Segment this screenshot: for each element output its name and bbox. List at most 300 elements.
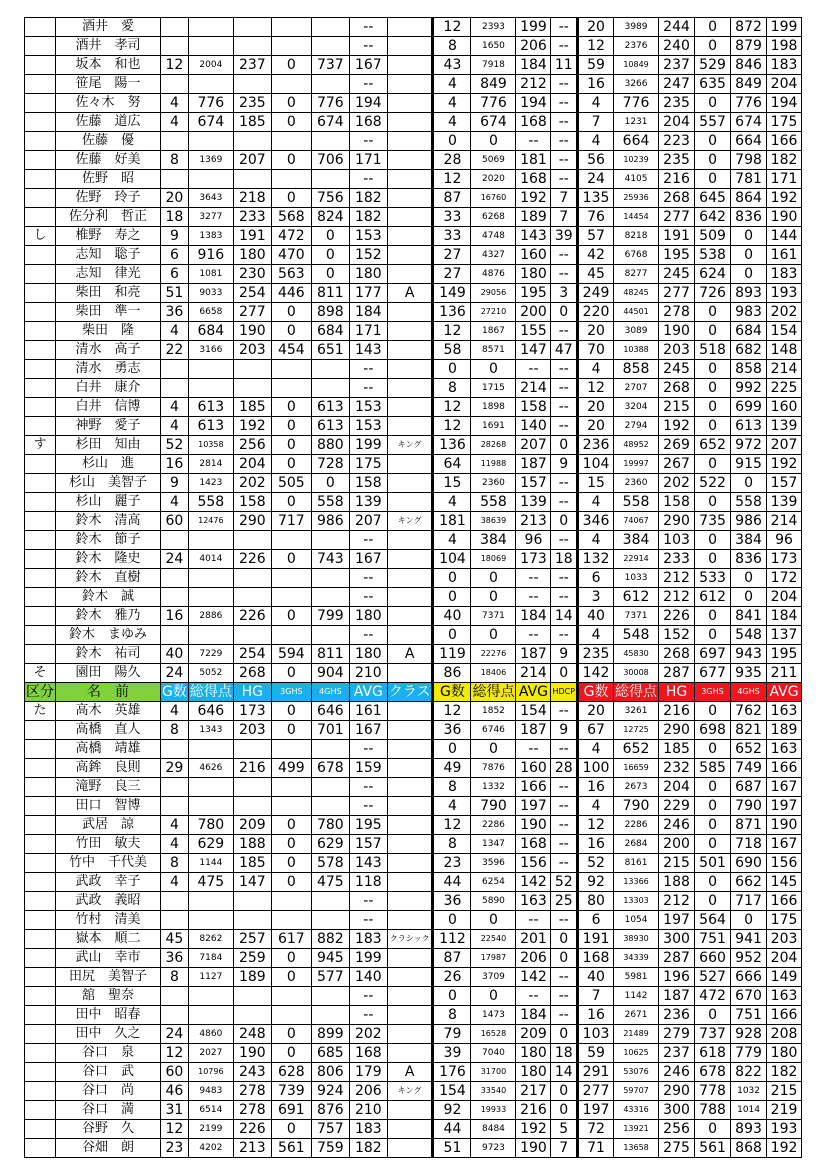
table-cell: 505 xyxy=(271,474,311,493)
table-cell xyxy=(271,892,311,911)
table-cell: 19933 xyxy=(471,1101,516,1120)
row-group-kana xyxy=(25,1082,56,1101)
table-cell: 2671 xyxy=(614,1006,659,1025)
table-cell: 291 xyxy=(578,1063,614,1082)
table-cell: 2360 xyxy=(614,474,659,493)
table-cell: 7918 xyxy=(471,56,516,75)
table-row xyxy=(25,1063,802,1082)
table-cell: 3643 xyxy=(188,189,233,208)
table-cell: 167 xyxy=(767,835,802,854)
table-cell: 0 xyxy=(551,1082,578,1101)
table-cell: -- xyxy=(516,740,551,759)
table-cell: 163 xyxy=(516,892,551,911)
row-group-kana xyxy=(25,303,56,322)
table-row xyxy=(25,132,802,151)
table-row xyxy=(25,1120,802,1139)
table-cell: 20 xyxy=(578,18,614,37)
row-group-kana: そ xyxy=(25,664,56,683)
table-cell: 1332 xyxy=(471,778,516,797)
table-cell: 33 xyxy=(433,227,471,246)
table-row xyxy=(25,151,802,170)
table-cell: 12 xyxy=(433,322,471,341)
table-cell: 277 xyxy=(233,303,271,322)
table-cell xyxy=(387,588,433,607)
table-cell: 0 xyxy=(695,455,731,474)
table-cell: 5981 xyxy=(614,968,659,987)
table-cell xyxy=(311,569,349,588)
table-cell: 38639 xyxy=(471,512,516,531)
table-cell: 45 xyxy=(161,930,189,949)
table-row xyxy=(25,873,802,892)
table-cell xyxy=(387,1139,433,1158)
row-group-kana xyxy=(25,75,56,94)
table-cell: 19997 xyxy=(614,455,659,474)
row-group-kana xyxy=(25,265,56,284)
table-cell: 737 xyxy=(695,1025,731,1044)
table-cell: 140 xyxy=(349,968,387,987)
table-cell: 690 xyxy=(731,854,767,873)
player-name: 佐分利 哲正 xyxy=(56,208,161,227)
table-cell: 924 xyxy=(311,1082,349,1101)
table-cell: 8 xyxy=(433,379,471,398)
column-header: 総得点 xyxy=(615,684,658,700)
table-cell: 0 xyxy=(271,322,311,341)
table-cell: 0 xyxy=(433,740,471,759)
table-cell: 230 xyxy=(233,265,271,284)
table-cell: 0 xyxy=(695,398,731,417)
table-cell xyxy=(271,75,311,94)
table-cell xyxy=(271,531,311,550)
table-cell xyxy=(188,778,233,797)
table-cell xyxy=(271,778,311,797)
table-cell: 147 xyxy=(233,873,271,892)
table-cell: 3989 xyxy=(614,18,659,37)
table-cell xyxy=(387,455,433,474)
table-cell: 180 xyxy=(516,1044,551,1063)
table-cell: 156 xyxy=(767,854,802,873)
column-header: HG xyxy=(233,683,271,702)
table-cell: 40 xyxy=(161,645,189,664)
table-cell: 204 xyxy=(767,588,802,607)
table-cell xyxy=(161,892,189,911)
table-cell: 577 xyxy=(311,968,349,987)
table-cell: 48245 xyxy=(614,284,659,303)
table-cell: 9 xyxy=(551,645,578,664)
table-cell: 195 xyxy=(767,645,802,664)
table-cell: 384 xyxy=(731,531,767,550)
table-row xyxy=(25,588,802,607)
table-cell: 43316 xyxy=(614,1101,659,1120)
player-name: 谷口 尚 xyxy=(56,1082,161,1101)
table-row xyxy=(25,645,802,664)
table-cell: 245 xyxy=(659,360,695,379)
table-cell: 166 xyxy=(767,1006,802,1025)
table-row xyxy=(25,37,802,56)
table-cell xyxy=(271,740,311,759)
table-cell: 1423 xyxy=(188,474,233,493)
table-cell: 259 xyxy=(233,949,271,968)
table-cell: 194 xyxy=(349,94,387,113)
row-group-kana xyxy=(25,930,56,949)
table-cell: 7371 xyxy=(471,607,516,626)
table-cell: 206 xyxy=(516,37,551,56)
table-cell xyxy=(387,911,433,930)
table-cell: 199 xyxy=(516,18,551,37)
table-cell: 168 xyxy=(578,949,614,968)
table-cell: 558 xyxy=(471,493,516,512)
table-cell: 0 xyxy=(311,265,349,284)
table-cell: 153 xyxy=(349,398,387,417)
table-cell: 0 xyxy=(551,1025,578,1044)
table-cell: 172 xyxy=(767,569,802,588)
player-name: 谷口 満 xyxy=(56,1101,161,1120)
table-cell: 3261 xyxy=(614,702,659,721)
table-cell: 0 xyxy=(551,512,578,531)
table-cell: 4 xyxy=(578,626,614,645)
table-cell: 780 xyxy=(311,816,349,835)
table-cell xyxy=(311,778,349,797)
table-cell xyxy=(161,569,189,588)
table-cell: 0 xyxy=(731,911,767,930)
table-cell: 943 xyxy=(731,645,767,664)
table-cell: 210 xyxy=(349,1101,387,1120)
table-cell: 167 xyxy=(767,778,802,797)
table-cell: 16659 xyxy=(614,759,659,778)
table-cell: 236 xyxy=(578,436,614,455)
player-name: 鈴木 誠 xyxy=(56,588,161,607)
table-cell: A xyxy=(387,1063,433,1082)
table-cell xyxy=(387,132,433,151)
table-cell xyxy=(387,892,433,911)
column-header: 3GHS xyxy=(271,683,311,702)
table-row xyxy=(25,892,802,911)
table-cell xyxy=(387,816,433,835)
table-cell: 2684 xyxy=(614,835,659,854)
table-cell: 384 xyxy=(471,531,516,550)
table-cell: 0 xyxy=(551,949,578,968)
table-cell: 190 xyxy=(233,1044,271,1063)
table-cell: 33 xyxy=(433,208,471,227)
table-cell: 0 xyxy=(695,1120,731,1139)
table-row xyxy=(25,18,802,37)
table-cell: 756 xyxy=(311,189,349,208)
table-cell: 0 xyxy=(695,550,731,569)
table-cell: 0 xyxy=(551,930,578,949)
table-cell: 858 xyxy=(731,360,767,379)
table-cell: 4 xyxy=(578,360,614,379)
table-cell: 278 xyxy=(659,303,695,322)
table-cell: 112 xyxy=(433,930,471,949)
table-cell: 0 xyxy=(471,626,516,645)
table-cell: クラシック xyxy=(387,930,433,949)
row-group-kana xyxy=(25,949,56,968)
table-cell xyxy=(387,607,433,626)
table-cell: -- xyxy=(551,94,578,113)
table-row xyxy=(25,379,802,398)
table-cell: 190 xyxy=(659,322,695,341)
table-cell: 4 xyxy=(433,493,471,512)
table-cell: 279 xyxy=(659,1025,695,1044)
row-group-kana xyxy=(25,626,56,645)
table-cell: 629 xyxy=(188,835,233,854)
table-cell xyxy=(387,759,433,778)
table-cell: 192 xyxy=(767,1139,802,1158)
table-cell: 4 xyxy=(578,740,614,759)
table-cell xyxy=(387,569,433,588)
table-row xyxy=(25,284,802,303)
table-row xyxy=(25,360,802,379)
table-cell: 0 xyxy=(551,303,578,322)
row-group-kana xyxy=(25,911,56,930)
table-cell: 212 xyxy=(516,75,551,94)
table-cell xyxy=(271,360,311,379)
table-cell: -- xyxy=(551,322,578,341)
table-cell: 8 xyxy=(161,151,189,170)
table-cell: 6514 xyxy=(188,1101,233,1120)
table-cell xyxy=(233,569,271,588)
table-row xyxy=(25,493,802,512)
player-name: 志知 律光 xyxy=(56,265,161,284)
row-group-kana xyxy=(25,569,56,588)
player-name: 酒井 愛 xyxy=(56,18,161,37)
row-group-kana xyxy=(25,474,56,493)
table-cell: 192 xyxy=(767,455,802,474)
table-cell: 232 xyxy=(659,759,695,778)
column-header: G数 xyxy=(433,683,471,702)
table-cell: 209 xyxy=(233,816,271,835)
table-cell xyxy=(271,1006,311,1025)
table-cell: 0 xyxy=(695,873,731,892)
table-cell: 209 xyxy=(516,1025,551,1044)
table-cell: 182 xyxy=(767,1063,802,1082)
player-name: 笹尾 陽一 xyxy=(56,75,161,94)
table-cell: 87 xyxy=(433,949,471,968)
table-cell: 992 xyxy=(731,379,767,398)
table-cell: 197 xyxy=(516,797,551,816)
table-cell: 207 xyxy=(349,512,387,531)
table-cell: 10388 xyxy=(614,341,659,360)
table-cell: 12 xyxy=(161,1044,189,1063)
table-cell: 660 xyxy=(695,949,731,968)
table-cell: 561 xyxy=(271,1139,311,1158)
table-cell: 0 xyxy=(695,170,731,189)
table-cell: 2814 xyxy=(188,455,233,474)
table-cell xyxy=(387,1006,433,1025)
table-cell: 144 xyxy=(767,227,802,246)
table-cell: 12725 xyxy=(614,721,659,740)
table-cell xyxy=(188,569,233,588)
table-cell: 0 xyxy=(695,816,731,835)
table-cell: 9483 xyxy=(188,1082,233,1101)
table-cell: 182 xyxy=(349,208,387,227)
table-cell: 15 xyxy=(578,474,614,493)
table-cell: 12 xyxy=(578,379,614,398)
table-cell: 59 xyxy=(578,56,614,75)
table-cell: 195 xyxy=(349,816,387,835)
table-cell: -- xyxy=(349,987,387,1006)
table-cell: 613 xyxy=(731,417,767,436)
table-cell: 20 xyxy=(578,702,614,721)
table-cell: 152 xyxy=(349,246,387,265)
table-cell: 811 xyxy=(311,284,349,303)
table-cell: 1231 xyxy=(614,113,659,132)
table-cell: 157 xyxy=(516,474,551,493)
table-cell: 635 xyxy=(695,75,731,94)
table-cell: 7876 xyxy=(471,759,516,778)
table-cell: 13921 xyxy=(614,1120,659,1139)
table-cell: 561 xyxy=(695,1139,731,1158)
table-cell: 132 xyxy=(578,550,614,569)
table-cell: -- xyxy=(551,379,578,398)
table-cell: 202 xyxy=(233,474,271,493)
table-cell: 472 xyxy=(695,987,731,1006)
table-cell: 0 xyxy=(271,151,311,170)
table-cell: 1383 xyxy=(188,227,233,246)
table-row xyxy=(25,968,802,987)
table-cell: -- xyxy=(349,1006,387,1025)
table-cell: 40 xyxy=(578,607,614,626)
table-cell: 23 xyxy=(161,1139,189,1158)
table-cell: 1867 xyxy=(471,322,516,341)
table-cell: 22 xyxy=(161,341,189,360)
table-cell: 226 xyxy=(659,607,695,626)
player-name: 滝野 良三 xyxy=(56,778,161,797)
table-cell: -- xyxy=(349,911,387,930)
table-cell: 781 xyxy=(731,170,767,189)
table-cell: 149 xyxy=(767,968,802,987)
table-cell: 4 xyxy=(161,702,189,721)
table-cell xyxy=(387,151,433,170)
table-cell: 80 xyxy=(578,892,614,911)
table-cell: 154 xyxy=(516,702,551,721)
table-cell: 0 xyxy=(695,151,731,170)
table-cell: 674 xyxy=(188,113,233,132)
table-cell: 247 xyxy=(659,75,695,94)
table-cell xyxy=(188,379,233,398)
table-cell xyxy=(233,170,271,189)
table-cell: 0 xyxy=(433,987,471,1006)
table-cell: 14 xyxy=(551,607,578,626)
table-cell: 16 xyxy=(578,778,614,797)
table-cell: 12476 xyxy=(188,512,233,531)
table-cell: 6768 xyxy=(614,246,659,265)
table-cell: 166 xyxy=(516,778,551,797)
table-cell: 190 xyxy=(767,816,802,835)
table-cell: 277 xyxy=(659,284,695,303)
table-cell: 4 xyxy=(578,493,614,512)
table-row xyxy=(25,949,802,968)
table-cell: 214 xyxy=(767,512,802,531)
table-row xyxy=(25,170,802,189)
table-cell: 558 xyxy=(731,493,767,512)
table-cell: 215 xyxy=(659,854,695,873)
table-cell: 749 xyxy=(731,759,767,778)
table-cell xyxy=(311,379,349,398)
table-cell: -- xyxy=(551,360,578,379)
table-cell: -- xyxy=(551,417,578,436)
table-row xyxy=(25,1044,802,1063)
table-cell xyxy=(161,987,189,1006)
table-cell xyxy=(188,75,233,94)
table-cell: 244 xyxy=(659,18,695,37)
table-cell: 899 xyxy=(311,1025,349,1044)
player-name: 志知 聡子 xyxy=(56,246,161,265)
table-cell: 2286 xyxy=(614,816,659,835)
table-cell: 157 xyxy=(349,835,387,854)
table-cell: 42 xyxy=(578,246,614,265)
player-name: 嶽本 順二 xyxy=(56,930,161,949)
table-cell: 20 xyxy=(578,417,614,436)
table-cell: 161 xyxy=(349,702,387,721)
table-cell: -- xyxy=(516,360,551,379)
table-cell: 43 xyxy=(433,56,471,75)
table-row xyxy=(25,75,802,94)
table-cell: 0 xyxy=(271,398,311,417)
table-cell: 173 xyxy=(233,702,271,721)
table-cell: 499 xyxy=(271,759,311,778)
column-header: 4GHS xyxy=(731,683,767,702)
table-cell: -- xyxy=(551,132,578,151)
table-cell: 811 xyxy=(311,645,349,664)
table-cell: 849 xyxy=(471,75,516,94)
table-cell xyxy=(387,1101,433,1120)
table-cell: 849 xyxy=(731,75,767,94)
table-cell: 171 xyxy=(349,322,387,341)
player-name: 柴田 隆 xyxy=(56,322,161,341)
table-cell: -- xyxy=(551,474,578,493)
table-cell: 3709 xyxy=(471,968,516,987)
table-cell xyxy=(387,18,433,37)
table-cell: 12 xyxy=(578,37,614,56)
table-cell: 0 xyxy=(695,702,731,721)
row-group-kana xyxy=(25,1025,56,1044)
table-cell: 44 xyxy=(433,873,471,892)
player-name: 高橋 直人 xyxy=(56,721,161,740)
table-cell: 26 xyxy=(433,968,471,987)
player-name: 高橋 靖雄 xyxy=(56,740,161,759)
table-cell: 202 xyxy=(767,303,802,322)
table-cell: 249 xyxy=(578,284,614,303)
table-cell: 17987 xyxy=(471,949,516,968)
table-cell: 160 xyxy=(767,398,802,417)
table-cell xyxy=(233,360,271,379)
table-cell: 0 xyxy=(433,132,471,151)
table-cell xyxy=(387,360,433,379)
table-cell: 880 xyxy=(311,436,349,455)
table-cell: 0 xyxy=(471,132,516,151)
table-cell: 10625 xyxy=(614,1044,659,1063)
table-cell: 612 xyxy=(695,588,731,607)
table-cell: 2004 xyxy=(188,56,233,75)
table-cell: キング xyxy=(387,436,433,455)
table-cell: 16 xyxy=(161,607,189,626)
table-cell: 893 xyxy=(731,1120,767,1139)
table-cell: 548 xyxy=(614,626,659,645)
table-cell: 160 xyxy=(516,759,551,778)
table-cell: 191 xyxy=(578,930,614,949)
table-cell: 0 xyxy=(695,892,731,911)
table-cell: 49 xyxy=(433,759,471,778)
table-cell: 651 xyxy=(311,341,349,360)
row-group-kana xyxy=(25,37,56,56)
table-cell: 8 xyxy=(433,37,471,56)
table-cell: 0 xyxy=(271,417,311,436)
table-cell: 194 xyxy=(516,94,551,113)
table-cell: 743 xyxy=(311,550,349,569)
table-cell: 518 xyxy=(695,341,731,360)
table-cell: 0 xyxy=(695,417,731,436)
table-cell: 697 xyxy=(695,645,731,664)
